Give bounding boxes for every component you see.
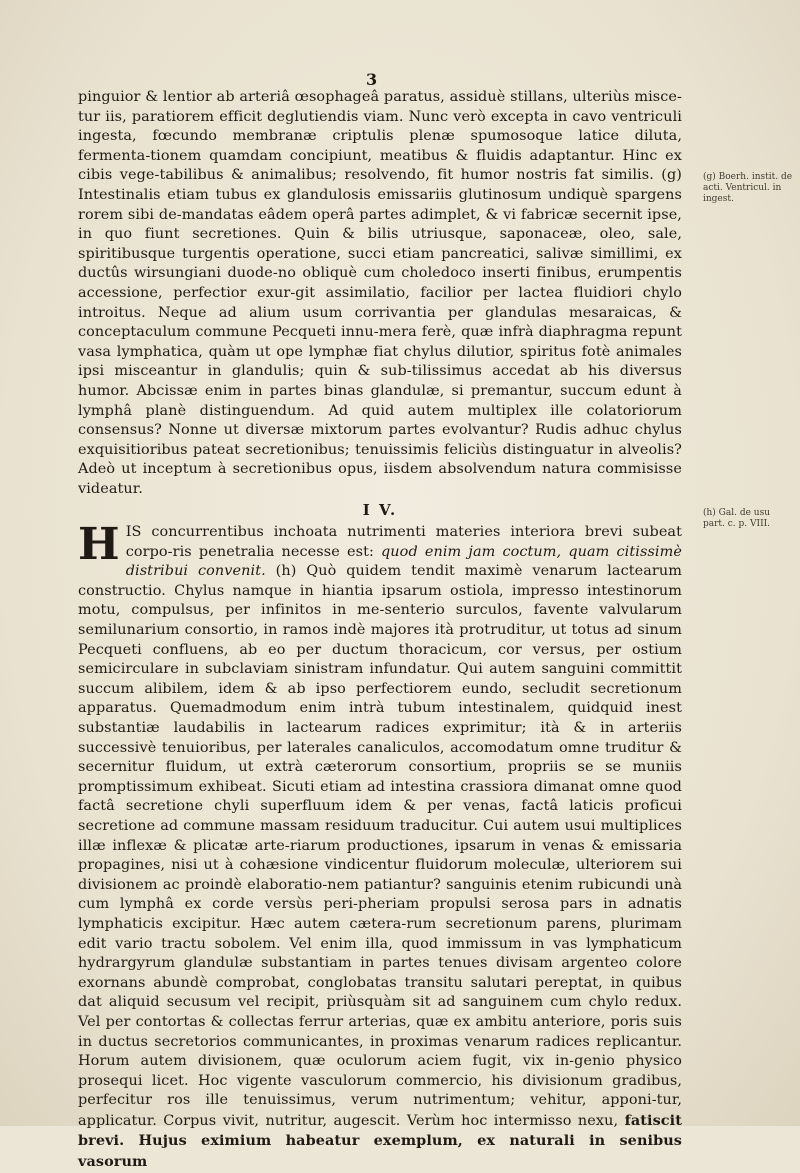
sidenote-g: (g) Boerh. instit. de acti. Ventricul. in ingest. bbox=[703, 172, 793, 204]
paragraph-2-rest: (h) Quò quidem tendit maximè venarum lactearum constructio. Chylus namque in hiantia ipsarum ostiola, impresso intestinorum motu, compulsus, per infinitos in me-senterio surculos, favente valvularum semilunarium consortio, in ramos indè majores ità protruditur, ut totus ad sinum Pecqueti confluens, ab eo per ductum thoracicum, cor versus, per ostium semicirculare in subclaviam sinistram infundatur. Qui autem sanguini committit succum alibilem, idem & ab ipso perfectiorem eundo, secludit secretionum apparatus. Quemadmodum enim intrà tubum intestinalem, quidquid inest substantiæ laudabilis in lactearum radices exprimitur; ità & in arteriis successivè tenuioribus, per laterales canaliculos, accomodatum omne truditur & secernitur fluidum, ut extrà cæterorum consortium, propriis se se muniis promptissimum exhibeat. Sicuti etiam ad intestina crassiora dimanat omne quod factâ secretione chyli superfluum idem & per venas, factâ laticis proficui secretione ad commune massam residuum traducitur. Cui autem usui multiplices illæ inflexæ & plicatæ arte-riarum productiones, ipsarum in venas & emissaria propagines, nisi ut à cohæsione vindicentur fluidorum moleculæ, ulteriorem sui divisionem ac proindè elaboratio-nem patiantur? sanguinis etenim rubicundi unà cum lymphâ ex corde versùs peri-pheriam propulsi serosa pars in adnatis lymphaticis excipitur. Hæc autem cætera-rum secretionum parens, plurimam edit vario tractu sobolem. Vel enim illa, quod immissum in vas lymphaticum hydrargyrum glandulæ substantiam in partes tenues divisam argenteo colore exornans abundè comprobat, conglobatas transitu salutari pereptat, in quibus dat aliquid secusum vel recipit, priùsquàm sit ad sanguinem cum chylo redux. Vel per contortas & collectas ferrur arterias, quæ ex ambitu anteriore, poris suis in ductus secretorios communicantes, in proximas venarum radices replicantur. Horum autem divisionem, quæ oculorum aciem fugit, vix in-genio physico prosequi licet. Hoc vigente vasculorum commercio, his divisionum gradibus, perfecitur ros ille tenuissimus, verum nutrimentum; vehitur, apponi-tur, applicatur. Corpus vivit, nutritur, augescit. Verùm hoc intermisso nexu, bbox=[78, 563, 683, 1129]
page-number: 3 bbox=[366, 70, 378, 89]
paragraph-2-start: IS concurrentibus inchoata nutrimenti materies interiora brevi subeat corpo-ris penetralia necesse est: bbox=[125, 524, 682, 560]
paragraph-2 bbox=[78, 519, 683, 1173]
main-text-column bbox=[78, 88, 682, 1173]
paragraph-2-quote: quod enim jam coctum, quam citissimè distribui convenit. bbox=[125, 543, 682, 580]
sidenote-h: (h) Gal. de usu part. c. p. VIII. bbox=[703, 508, 771, 529]
section-heading: I V. bbox=[362, 501, 398, 520]
paragraph-2-last-line: fatiscit brevi. Hujus eximium habeatur exemplum, ex naturali in senibus vasorum bbox=[78, 1111, 682, 1171]
drop-cap: H bbox=[78, 519, 120, 571]
paragraph-1: pinguior & lentior ab arteriâ œsophageâ paratus, assiduè stillans, ulteriùs misce-tur iis, paratiorem efficit deglutiendis viam. Nunc verò excepta in cavo ventriculi ingesta, fœcundo membranæ criptulis plenæ spumosoque latice diluta, fermenta-tionem quamdam concipiunt, meatibus & fluidis adaptantur. Hinc ex cibis vege-tabilibus & animalibus; resolvendo, fit humor nostris fat similis. (g) Intestinalis etiam tubus ex glandulosis emissariis glutinosum undiquè spargens rorem sibi de-mandatas eâdem operâ partes adimplet, & vi fabricæ secernit ipse, in quo fiunt secretiones. Quin & bilis utriusque, saponaceæ, oleo, sale, spiritibusque turgentis operatione, succi etiam pancreatici, salivæ simillimi, ex ductûs wirsungiani duode-no obliquè cum choledoco inserti finibus, erumpentis accessione, perfectior exur-git assimilatio, facilior per lactea fluidiori chylo introitus. Neque ad alium usum corrivantia per glandulas mesaraicas, & conceptaculum commune Pecqueti innu-mera ferè, quæ infrà diaphragma repunt vasa lymphatica, quàm ut ope lymphæ fiat chylus dilutior, spiritus fotè animales ipsi misceantur in glandulis; quin & sub-tilissimus accedat ab his diversus humor. Abcissæ enim in partes binas glandulæ, si premantur, succum edunt à lymphâ planè distinguendum. Ad quid autem multiplex ille colatoriorum consensus? Nonne ut diversæ mixtorum partes evolvantur? Rudis adhuc chylus exquisitioribus pateat secretionibus; tenuissimis feliciùs distinguatur in alveolis? Adeò ut inceptum à secretionibus opus, iisdem absolvendum natura commisisse videatur. bbox=[78, 89, 682, 497]
